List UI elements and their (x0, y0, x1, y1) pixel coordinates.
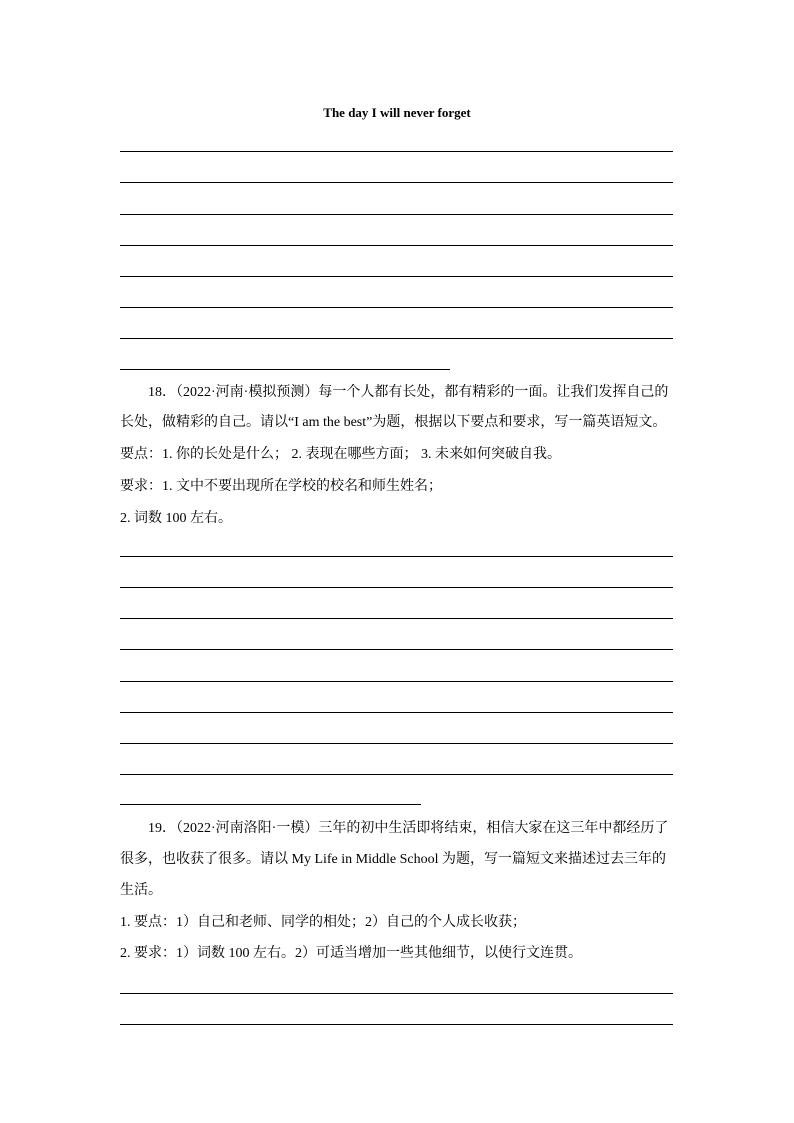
question-18-requirement-2: 2. 词数 100 左右。 (120, 511, 232, 526)
writing-line (120, 556, 673, 557)
writing-line (120, 1024, 673, 1025)
writing-line (120, 712, 673, 713)
writing-line-short (120, 369, 450, 370)
question-19-line-1: 19．（2022·河南洛阳·一模）三年的初中生活即将结束，相信大家在这三年中都经历了 (148, 821, 669, 836)
writing-line (120, 743, 673, 744)
question-18-requirement-1: 要求：1. 文中不要出现所在学校的校名和师生姓名； (120, 479, 442, 494)
question-18-points: 要点：1. 你的长处是什么； 2. 表现在哪些方面； 3. 未来如何突破自我。 (120, 447, 561, 462)
question-19-points: 1. 要点：1）自己和老师、同学的相处；2）自己的个人成长收获； (120, 915, 526, 930)
writing-line (120, 649, 673, 650)
writing-line (120, 587, 673, 588)
writing-line (120, 245, 673, 246)
writing-line (120, 307, 673, 308)
question-19-line-2: 很多，也收获了很多。请以 My Life in Middle School 为题，写一篇短文来描述过去三年的 (120, 852, 666, 867)
writing-line (120, 214, 673, 215)
question-18-line-1: 18．（2022·河南·模拟预测）每一个人都有长处，都有精彩的一面。让我们发挥自己的 (148, 385, 669, 400)
question-18-line-2: 长处，做精彩的自己。请以“I am the best”为题，根据以下要点和要求，写一篇英语短文。 (120, 415, 667, 430)
writing-line (120, 338, 673, 339)
writing-line (120, 618, 673, 619)
writing-line (120, 681, 673, 682)
essay-title: The day I will never forget (323, 105, 471, 120)
writing-line (120, 151, 673, 152)
writing-line (120, 993, 673, 994)
writing-line-short (120, 804, 421, 805)
question-19-line-3: 生活。 (120, 883, 162, 898)
writing-line (120, 182, 673, 183)
writing-line (120, 774, 673, 775)
question-19-requirements: 2. 要求：1）词数 100 左右。2）可适当增加一些其他细节，以使行文连贯。 (120, 946, 582, 961)
writing-line (120, 276, 673, 277)
